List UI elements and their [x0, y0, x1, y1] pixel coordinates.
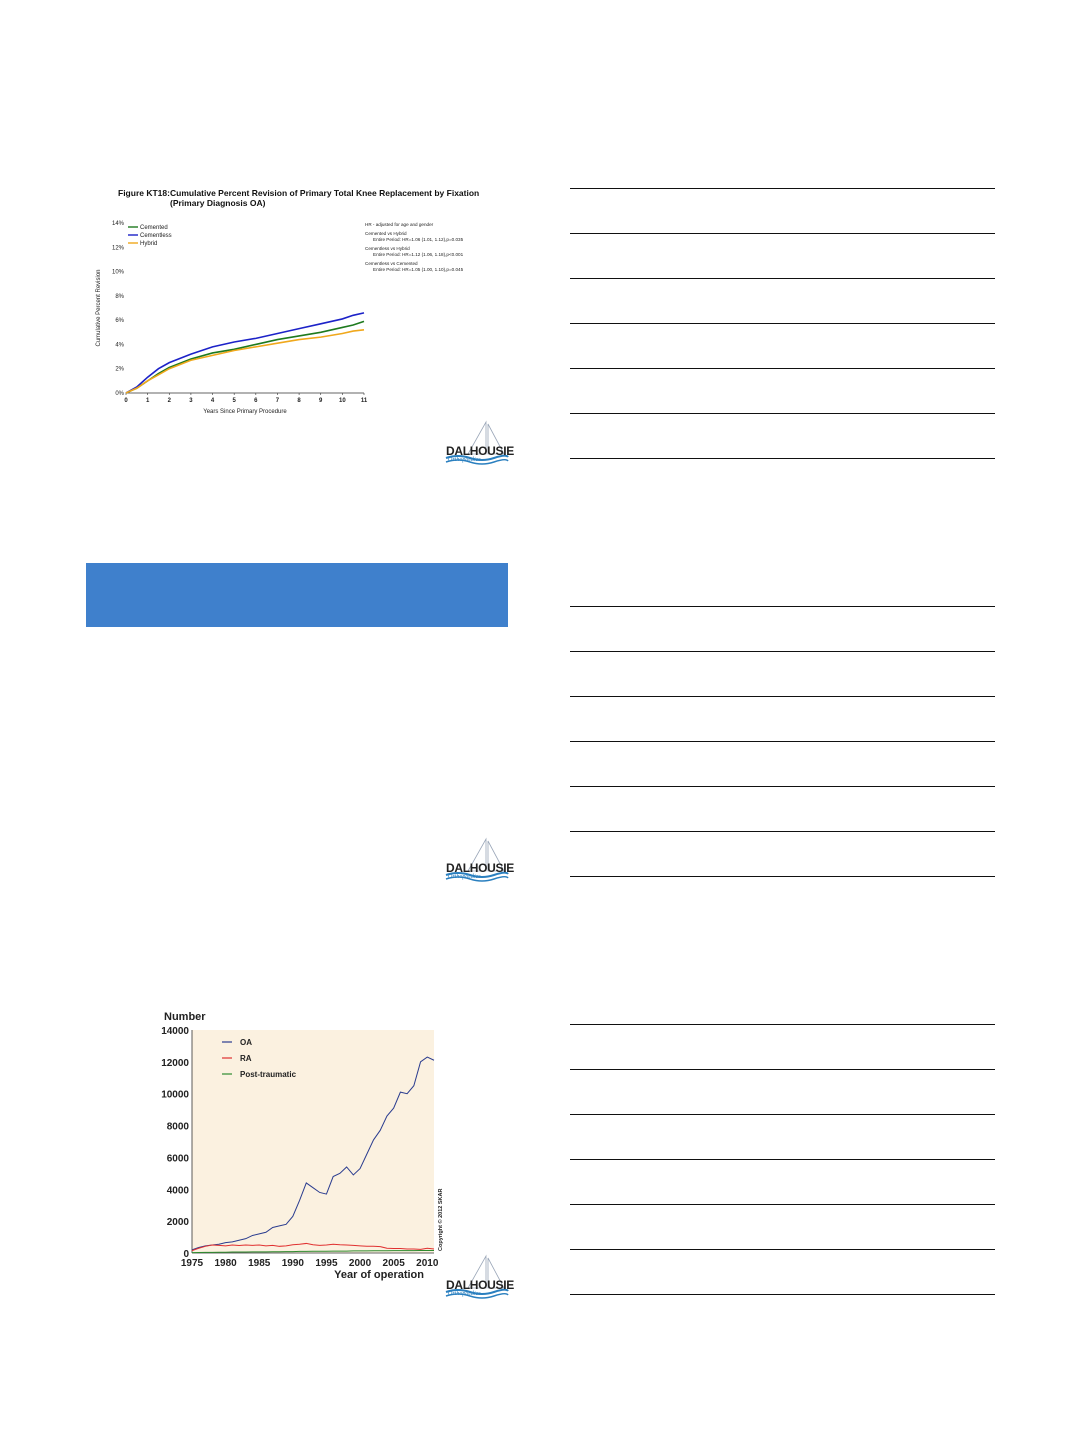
note-line — [570, 697, 995, 742]
y-tick-label: 10000 — [161, 1089, 189, 1101]
figure-title-text: Cumulative Percent Revision of Primary Total Knee Replacement by Fixation (Primary Diagnosis OA) — [170, 188, 480, 208]
note-line — [570, 742, 995, 787]
notes-lines-1 — [570, 188, 995, 459]
x-tick-label: 1995 — [315, 1258, 338, 1269]
logo-subtitle: Orthopaedics — [448, 1291, 481, 1297]
y-tick-label: 6% — [115, 318, 124, 325]
y-tick-label: 8% — [115, 293, 124, 300]
x-tick-label: 11 — [360, 398, 368, 404]
series-line-cementless — [126, 313, 364, 393]
dalhousie-logo — [446, 418, 514, 464]
y-tick-label: 2000 — [166, 1217, 189, 1229]
series-line-hybrid — [126, 330, 364, 393]
x-tick-label: 2010 — [416, 1258, 439, 1269]
legend-label: Post-traumatic — [240, 1070, 297, 1079]
dalhousie-logo — [446, 1252, 514, 1298]
plot-area — [192, 1030, 434, 1253]
y-tick-label: 2% — [115, 366, 124, 373]
x-tick-label: 4 — [210, 398, 215, 404]
series-line-cemented — [126, 321, 364, 393]
note-line — [570, 1250, 995, 1295]
logo-wordmark: DALHOUSIE — [446, 1278, 514, 1292]
x-tick-label: 2005 — [382, 1258, 405, 1269]
chart-title: Number — [164, 1011, 206, 1023]
x-tick-label: 6 — [254, 398, 258, 404]
note-line — [570, 1070, 995, 1115]
slide-2-title-bar — [86, 563, 508, 627]
note-line — [570, 1160, 995, 1205]
hr-note-line: Cementless vs Hybrid — [365, 246, 410, 251]
y-tick-label: 12% — [111, 245, 124, 252]
note-line — [570, 188, 995, 234]
x-tick-label: 1990 — [281, 1258, 304, 1269]
note-line — [570, 1205, 995, 1250]
note-line — [570, 369, 995, 414]
note-line — [570, 324, 995, 369]
operations-chart — [160, 1006, 444, 1286]
x-tick-label: 7 — [275, 398, 280, 404]
y-tick-label: 0% — [115, 391, 124, 397]
y-tick-label: 10% — [111, 269, 124, 276]
legend-label: RA — [240, 1054, 252, 1063]
hr-note-line: Cementless vs Cemented — [365, 261, 418, 266]
notes-lines-3 — [570, 1024, 995, 1295]
dalhousie-logo — [446, 835, 514, 881]
figure-title — [118, 188, 508, 208]
y-tick-label: 14% — [111, 221, 124, 227]
note-line — [570, 279, 995, 324]
copyright-text: Copyright © 2012 SKAR — [438, 1188, 444, 1251]
legend-label: Cemented — [140, 225, 168, 231]
y-tick-label: 4000 — [166, 1185, 189, 1197]
y-tick-label: 4% — [115, 342, 124, 349]
note-line — [570, 606, 995, 652]
x-axis-label: Years Since Primary Procedure — [203, 409, 287, 415]
hr-note-line: Cemented vs Hybrid — [365, 231, 407, 236]
x-tick-label: 8 — [297, 398, 301, 404]
legend-label: OA — [240, 1038, 252, 1047]
note-line — [570, 1024, 995, 1070]
logo-subtitle: Orthopaedics — [448, 457, 481, 463]
logo-wordmark: DALHOUSIE — [446, 444, 514, 458]
logo-wordmark: DALHOUSIE — [446, 861, 514, 875]
y-axis-label: Cumulative Percent Revision — [96, 269, 102, 347]
x-tick-label: 1 — [145, 398, 150, 404]
x-tick-label: 1985 — [248, 1258, 271, 1269]
x-tick-label: 1975 — [180, 1258, 204, 1269]
y-tick-label: 0 — [183, 1249, 189, 1260]
legend-label: Cementless — [140, 233, 172, 239]
revision-chart — [88, 214, 378, 424]
x-axis-label: Year of operation — [334, 1269, 424, 1281]
figure-number: Figure KT18: — [118, 188, 170, 198]
note-line — [570, 652, 995, 697]
notes-lines-2 — [570, 606, 995, 877]
hr-note-line: HR - adjusted for age and gender — [365, 222, 434, 227]
hr-note-line: Entire Period: HR=1.05 (1.00, 1.10),p=0.045 — [373, 267, 464, 272]
x-tick-label: 1980 — [214, 1258, 237, 1269]
note-line — [570, 234, 995, 279]
hr-note-line: Entire Period: HR=1.12 (1.06, 1.18),p<0.001 — [373, 252, 464, 257]
note-line — [570, 832, 995, 877]
y-tick-label: 6000 — [166, 1153, 189, 1165]
logo-subtitle: Orthopaedics — [448, 874, 481, 880]
x-tick-label: 3 — [189, 398, 193, 404]
y-tick-label: 8000 — [166, 1121, 189, 1133]
y-tick-label: 14000 — [161, 1026, 189, 1037]
note-line — [570, 414, 995, 459]
note-line — [570, 787, 995, 832]
x-tick-label: 0 — [124, 398, 128, 404]
legend-label: Hybrid — [140, 241, 158, 247]
x-tick-label: 9 — [319, 398, 323, 404]
x-tick-label: 2 — [167, 398, 171, 404]
y-tick-label: 12000 — [161, 1057, 189, 1069]
x-tick-label: 10 — [339, 398, 346, 404]
x-tick-label: 5 — [232, 398, 236, 404]
hazard-ratio-notes — [365, 222, 515, 273]
x-tick-label: 2000 — [348, 1258, 372, 1269]
note-line — [570, 1115, 995, 1160]
hr-note-line: Entire Period: HR=1.06 (1.01, 1.12),p=0.035 — [373, 237, 464, 242]
